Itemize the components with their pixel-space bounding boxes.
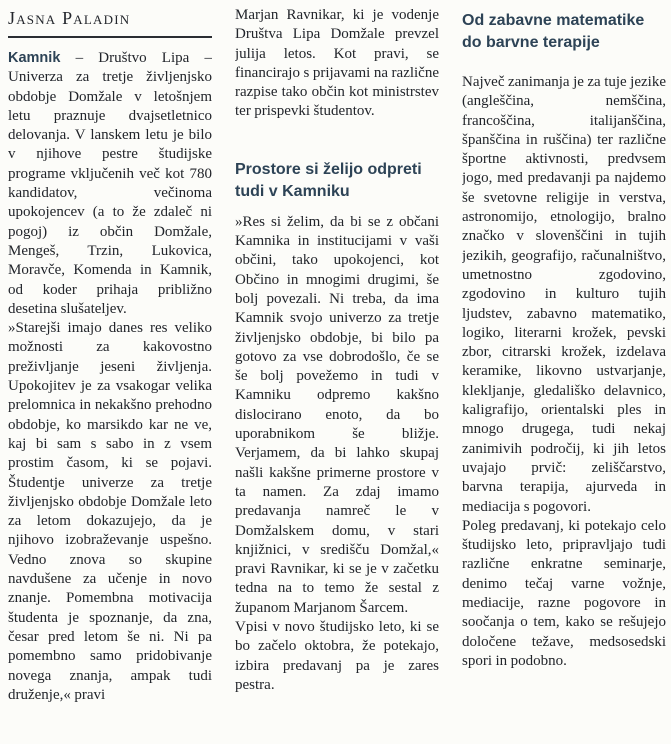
paragraph: »Res si želim, da bi se z občani Kamnika in institucijami v vaši občini, tako upokojenci, kot Občino in mnogimi drugimi, še bolj povezali. Ni treba, da ima Kamnik svojo univerzo za tretje življenjsko obdobje, bi bilo pa gotovo za vse dobrodošlo, če se še bolj povežemo in tudi v Kamniku odpremo kakšno dislocirano enoto, da bo uporabnikom še bližje. Verjamem, da bi lahko skupaj našli kakšne primerne prostore v ta namen. Za zdaj imamo predavanja namreč le v Domžalskem domu, v stari knjižnici, v središču Domžal,« pravi Ravnikar, ki se je v začetku tedna na to temo že sestal z županom Marjanom Šarcem. (235, 213, 439, 616)
byline: Jasna Paladin (8, 6, 212, 38)
paragraph-lead (8, 49, 212, 319)
paragraph: Marjan Ravnikar, ki je vodenje Društva Lipa Domžale prevzel julija letos. Kot pravi, se financirajo s prijavami na različne razpise tako občin kot ministrstev ter prispevki študentov. (235, 7, 439, 120)
subheading-line: Prostore si želijo odpreti (235, 160, 422, 178)
lead-in-location: Kamnik (8, 50, 61, 66)
article-column-1 (8, 6, 212, 744)
section-heading-matematika (462, 10, 666, 54)
paragraph-text: – Društvo Lipa – Univerza za tretje življenjsko obdobje Domžale v letošnjem letu praznuje dvajsetletnico delovanja. V lanskem letu je bilo v njihove pestre študijske programe vključenih več kot 780 kandidatov, večinoma upokojencev (a to že zdaleč ni pogoj) iz občin Domžale, Mengeš, Trzin, Lukovica, Moravče, Komenda in Kamnik, od koder prihaja približno desetina slušateljev. (8, 50, 212, 317)
section-heading-line: do barvne terapije (462, 34, 600, 51)
paragraph: Poleg predavanj, ki potekajo celo študijsko leto, pripravljajo tudi različne enkratne seminarje, denimo tečaj varne vožnje, mediacije, razne pogovore in soočanja o tem, kako se rešujejo določene težave, medsosedski spori in podobno. (462, 517, 666, 669)
article-column-3 (462, 6, 666, 744)
paragraph: »Starejši imajo danes res veliko možnosti za kakovostno preživljanje jeseni življenja. Upokojitev je za vsakogar velika prelomnica in nekakšno prehodno obdobje, ko marsikdo kar ne ve, kaj bi sam s sabo in z vsem prostim časom, ki se pojavi. Študentje univerze za tretje življenjsko obdobje Domžale leto za letom dokazujejo, da je njihovo izobraževanje uspešno. Vedno znova so skupine navdušene za učenje in novo znanje. Pomembna motivacija študenta je spoznanje, da zna, česar pred letom še ni. Ni pa pomembno samo pridobivanje novega znanja, ampak tudi druženje,« pravi (8, 320, 212, 703)
article-column-2 (235, 6, 439, 744)
paragraph: Največ zanimanja je za tuje jezike (angleščina, nemščina, francoščina, italijanščina, španščina in ruščina) ter različne športne aktivnosti, predvsem jogo, med predavanji pa najdemo še svetovne religije in verstva, astronomijo, etnologijo, bralno značko v slovenščini in tujih jezikih, geografijo, računalništvo, umetnostno zgodovino, zgodovino in kulturo tujih ljudstev, zabavno matematiko, logiko, literarni krožek, pevski zbor, citrarski krožek, izdelava keramike, likovno ustvarjanje, klekljanje, gledališko delavnico, kaligrafijo, orientalski ples in mnogo drugega, tudi nekaj zanimivih področij, ki jih letos uvajajo prvič: zeliščarstvo, barvna terapija, ajurveda in mediacija s pogovori. (462, 74, 666, 515)
section-heading-line: Od zabavne matematike (462, 12, 645, 29)
subheading-line: tudi v Kamniku (235, 182, 350, 200)
subheading-prostore (235, 159, 439, 203)
paragraph: Vpisi v novo študijsko leto, ki se bo začelo oktobra, že potekajo, izbira predavanj pa je zares pestra. (235, 619, 439, 693)
